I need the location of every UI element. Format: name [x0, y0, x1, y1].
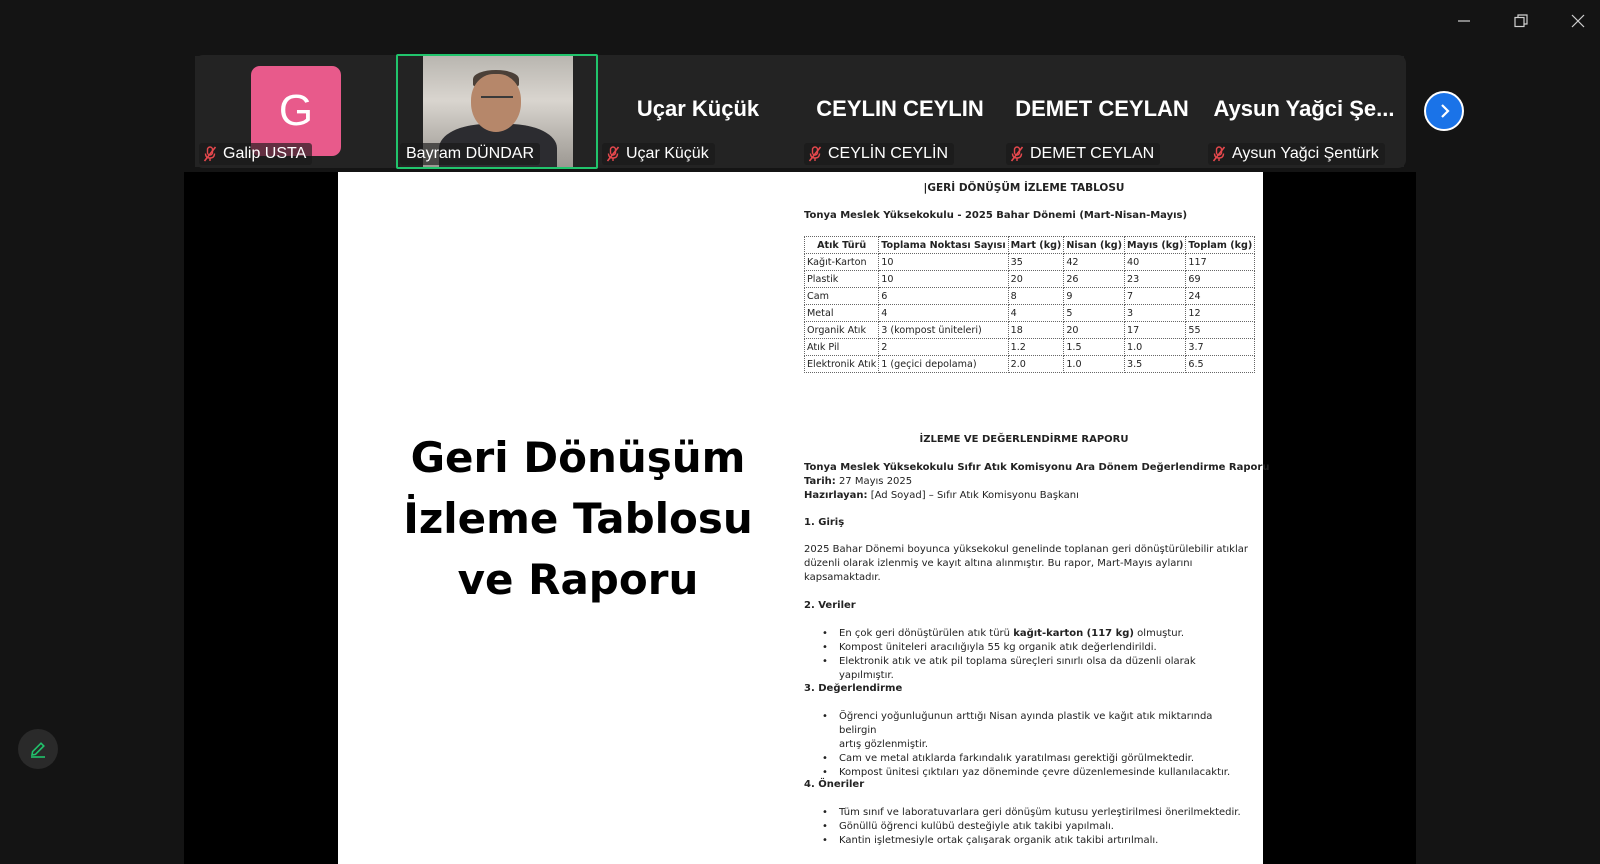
restore-button[interactable] — [1498, 6, 1544, 36]
participant-tile-demet[interactable] — [1002, 56, 1202, 167]
participant-name: Aysun Yağci Şentürk — [1232, 145, 1379, 162]
table-cell: 5 — [1064, 305, 1125, 322]
table-cell: 26 — [1064, 271, 1125, 288]
list-item: • Kantin işletmesiyle ortak çalışarak organik atık takibi artırılmalı. — [804, 834, 1244, 848]
table-cell: 3 — [1125, 305, 1186, 322]
table-row — [805, 356, 1255, 373]
table-cell: 1.0 — [1064, 356, 1125, 373]
table-cell: 9 — [1064, 288, 1125, 305]
participant-tile-aysun[interactable] — [1204, 56, 1404, 167]
bullet-list — [804, 627, 1244, 683]
participant-name-tag — [1006, 143, 1160, 165]
participant-tile-ceylin[interactable] — [800, 56, 1000, 167]
slide-title: Geri Dönüşüm İzleme Tablosu ve Raporu — [403, 433, 753, 604]
muted-mic-icon — [203, 146, 217, 162]
section-text: 2025 Bahar Dönemi boyunca yüksekokul genelinde toplanan geri dönüştürülebilir atıklar — [804, 544, 1248, 555]
table-cell: 17 — [1125, 322, 1186, 339]
muted-mic-icon — [808, 146, 822, 162]
list-item: • Kompost ünitesi çıktıları yaz döneminde çevre düzenlemesinde kullanılacaktır. — [804, 766, 1244, 780]
section-title: 2. Veriler — [804, 600, 856, 611]
table-cell: 24 — [1186, 288, 1255, 305]
muted-mic-icon — [1212, 146, 1226, 162]
table-cell: Metal — [805, 305, 879, 322]
participant-name: Bayram DÜNDAR — [406, 145, 535, 162]
table-row — [805, 322, 1255, 339]
close-button[interactable] — [1555, 6, 1600, 36]
table-row — [805, 339, 1255, 356]
table-heading: |GERİ DÖNÜŞÜM İZLEME TABLOSU — [923, 182, 1125, 194]
shared-document-page — [338, 172, 1270, 864]
table-row — [805, 288, 1255, 305]
participant-display-name: Uçar Küçük — [636, 96, 760, 121]
table-cell: Elektronik Atık — [805, 356, 879, 373]
participant-display-name: CEYLIN CEYLIN — [816, 96, 984, 121]
table-cell: Organik Atık — [805, 322, 879, 339]
list-item: • Tüm sınıf ve laboratuvarlara geri dönüşüm kutusu yerleştirilmesi önerilmektedir. — [804, 806, 1244, 820]
participant-name-tag — [804, 143, 954, 165]
active-speaker-border — [396, 54, 598, 169]
table-cell: Atık Pil — [805, 339, 879, 356]
minimize-button[interactable] — [1441, 6, 1487, 36]
recycling-table: Atık Türü Toplama Noktası Sayısı Mart (kg) Nisan (kg) Mayıs (kg) Toplam (kg) Kağıt-Karton 10 35 42 40 117 Plastik 10 20 26 23 69 Cam 6 8 9 7 24 Metal 4 4 5 3 12 Organik Atık 3 (kompost üniteleri) 18 20 17 55 Atık Pil 2 1.2 1.5 1.0 3.7 Elektronik Atık 1 (geçici depolama) 2.0 1.0 3.5 6.5 — [804, 236, 1255, 373]
list-item: • Cam ve metal atıklarda farkındalık yaratılması gerektiği görülmektedir. — [804, 752, 1244, 766]
table-cell: 8 — [1008, 288, 1064, 305]
participant-name: Uçar Küçük — [626, 145, 709, 162]
list-item: • Elektronik atık ve atık pil toplama süreçleri sınırlı olsa da düzenli olarak yapılmıştır. — [804, 655, 1244, 683]
close-icon — [1571, 14, 1585, 28]
muted-mic-icon — [1010, 146, 1024, 162]
muted-mic-icon — [606, 146, 620, 162]
section-title: 4. Öneriler — [804, 779, 865, 790]
participant-tile-galip[interactable] — [195, 56, 395, 167]
table-cell: Plastik — [805, 271, 879, 288]
table-cell: 20 — [1064, 322, 1125, 339]
table-cell: 1.0 — [1125, 339, 1186, 356]
table-cell: 10 — [879, 254, 1008, 271]
table-cell: 6.5 — [1186, 356, 1255, 373]
table-row — [805, 271, 1255, 288]
table-cell: 2.0 — [1008, 356, 1064, 373]
participant-display-name: DEMET CEYLAN — [1015, 96, 1189, 121]
list-item: • En çok geri dönüştürülen atık türü kağıt-karton (117 kg) olmuştur. — [804, 627, 1244, 641]
table-cell: Kağıt-Karton — [805, 254, 879, 271]
table-cell: 20 — [1008, 271, 1064, 288]
participant-name: CEYLİN CEYLİN — [828, 145, 949, 162]
next-participants-button[interactable] — [1424, 91, 1464, 131]
table-cell: 1 (geçici depolama) — [879, 356, 1008, 373]
table-cell: 7 — [1125, 288, 1186, 305]
participant-name: Galip USTA — [223, 145, 307, 162]
table-cell: 10 — [879, 271, 1008, 288]
table-cell: 55 — [1186, 322, 1255, 339]
table-cell: 1.5 — [1064, 339, 1125, 356]
table-cell: 42 — [1064, 254, 1125, 271]
table-cell: 1.2 — [1008, 339, 1064, 356]
list-item: • Gönüllü öğrenci kulübü desteğiyle atık takibi yapılmalı. — [804, 820, 1244, 834]
section-text: kapsamaktadır. — [804, 572, 881, 583]
participant-name-tag — [1208, 143, 1385, 165]
bullet-list — [804, 710, 1244, 780]
table-cell: 3.7 — [1186, 339, 1255, 356]
table-subheading: Tonya Meslek Yüksekokulu - 2025 Bahar Dönemi (Mart-Nisan-Mayıs) — [804, 210, 1188, 221]
report-title: Tonya Meslek Yüksekokulu Sıfır Atık Komisyonu Ara Dönem Değerlendirme Raporu — [804, 462, 1270, 473]
table-cell: 23 — [1125, 271, 1186, 288]
table-cell: 69 — [1186, 271, 1255, 288]
chevron-right-icon — [1436, 103, 1452, 119]
participant-name: DEMET CEYLAN — [1030, 145, 1155, 162]
table-cell: Cam — [805, 288, 879, 305]
table-row — [805, 305, 1255, 322]
table-cell: 35 — [1008, 254, 1064, 271]
annotate-button[interactable] — [18, 729, 58, 769]
participant-display-name: Aysun Yağci Şe... — [1213, 96, 1395, 121]
section-title: 1. Giriş — [804, 517, 845, 528]
table-cell: 40 — [1125, 254, 1186, 271]
table-cell: 2 — [879, 339, 1008, 356]
minimize-icon — [1457, 14, 1471, 28]
list-item: • Öğrenci yoğunluğunun arttığı Nisan ayında plastik ve kağıt atık miktarında belirgin artış gözlenmiştir. — [804, 710, 1244, 752]
table-cell: 18 — [1008, 322, 1064, 339]
participant-tile-ucar[interactable] — [598, 56, 798, 167]
table-row — [805, 254, 1255, 271]
report-author: Hazırlayan: [Ad Soyad] – Sıfır Atık Komisyonu Başkanı — [804, 490, 1079, 501]
participant-name-tag — [199, 143, 312, 165]
table-cell: 4 — [879, 305, 1008, 322]
table-cell: 4 — [1008, 305, 1064, 322]
table-cell: 6 — [879, 288, 1008, 305]
bullet-list — [804, 806, 1244, 848]
pencil-icon — [28, 739, 48, 759]
restore-icon — [1514, 14, 1528, 28]
report-heading: İZLEME VE DEĞERLENDİRME RAPORU — [919, 434, 1129, 445]
list-item: • Kompost üniteleri aracılığıyla 55 kg organik atık değerlendirildi. — [804, 641, 1244, 655]
table-cell: 117 — [1186, 254, 1255, 271]
participant-name-tag — [602, 143, 715, 165]
table-cell: 3 (kompost üniteleri) — [879, 322, 1008, 339]
avatar: G — [251, 66, 341, 156]
report-date: Tarih: 27 Mayıs 2025 — [804, 476, 913, 487]
table-cell: 12 — [1186, 305, 1255, 322]
section-text: düzenli olarak izlenmiş ve kayıt altına alınmıştır. Bu rapor, Mart-Mayıs aylarını — [804, 558, 1193, 569]
table-cell: 3.5 — [1125, 356, 1186, 373]
section-title: 3. Değerlendirme — [804, 683, 903, 694]
